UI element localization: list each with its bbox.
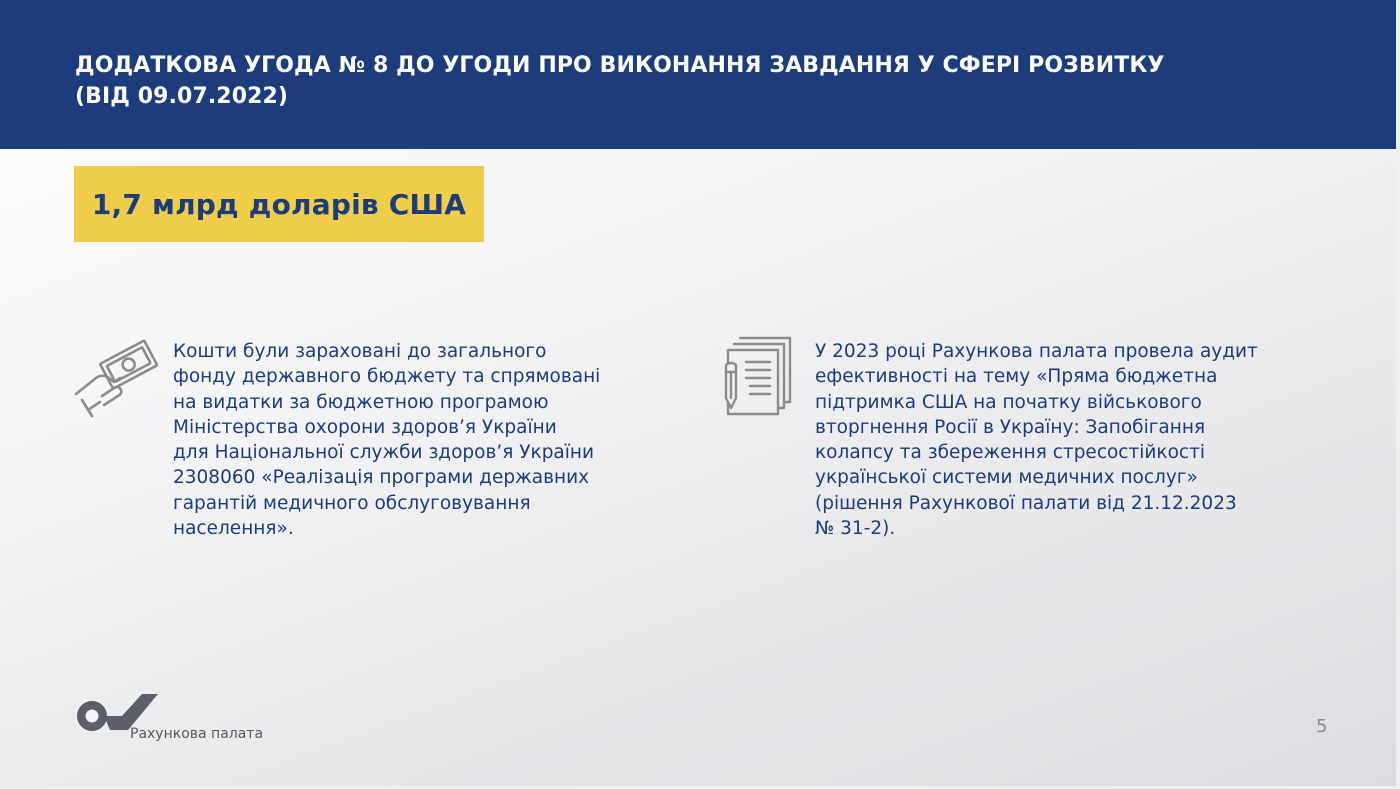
accounting-chamber-logo bbox=[74, 692, 274, 747]
amount-text: 1,7 млрд доларів США bbox=[91, 187, 467, 221]
money-hand-icon bbox=[74, 336, 160, 422]
page-number: 5 bbox=[1316, 716, 1328, 737]
slide-title-line-2: (ВІД 09.07.2022) bbox=[75, 84, 289, 109]
funds-info-text: Кошти були зараховані до загального фонду державного бюджету та спрямовані на видатки за бюджетною програмою Міністерства охорони здоров’я України для Національної служби здоров’я України 2308060 «Реалізація програми державних гарантій медичного обслуговування населення». bbox=[173, 341, 601, 540]
audit-info-text: У 2023 році Рахункова палата провела аудит ефективності на тему «Пряма бюджетна підтримка США на початку військового вторгнення Росії в Україну: Запобігання колапсу та збереження стресостійкості української системи медичних послуг» (рішення Рахункової палати від 21.12.2023 № 31-2). bbox=[815, 341, 1258, 540]
amount-highlight-box bbox=[74, 166, 484, 242]
logo-text: Рахункова палата bbox=[130, 726, 264, 742]
slide-title-line-1: ДОДАТКОВА УГОДА № 8 ДО УГОДИ ПРО ВИКОНАННЯ ЗАВДАННЯ У СФЕРІ РОЗВИТКУ bbox=[75, 53, 1165, 78]
header-bar bbox=[0, 0, 1396, 149]
slide-title bbox=[75, 50, 1315, 112]
documents-pen-icon bbox=[722, 336, 794, 416]
